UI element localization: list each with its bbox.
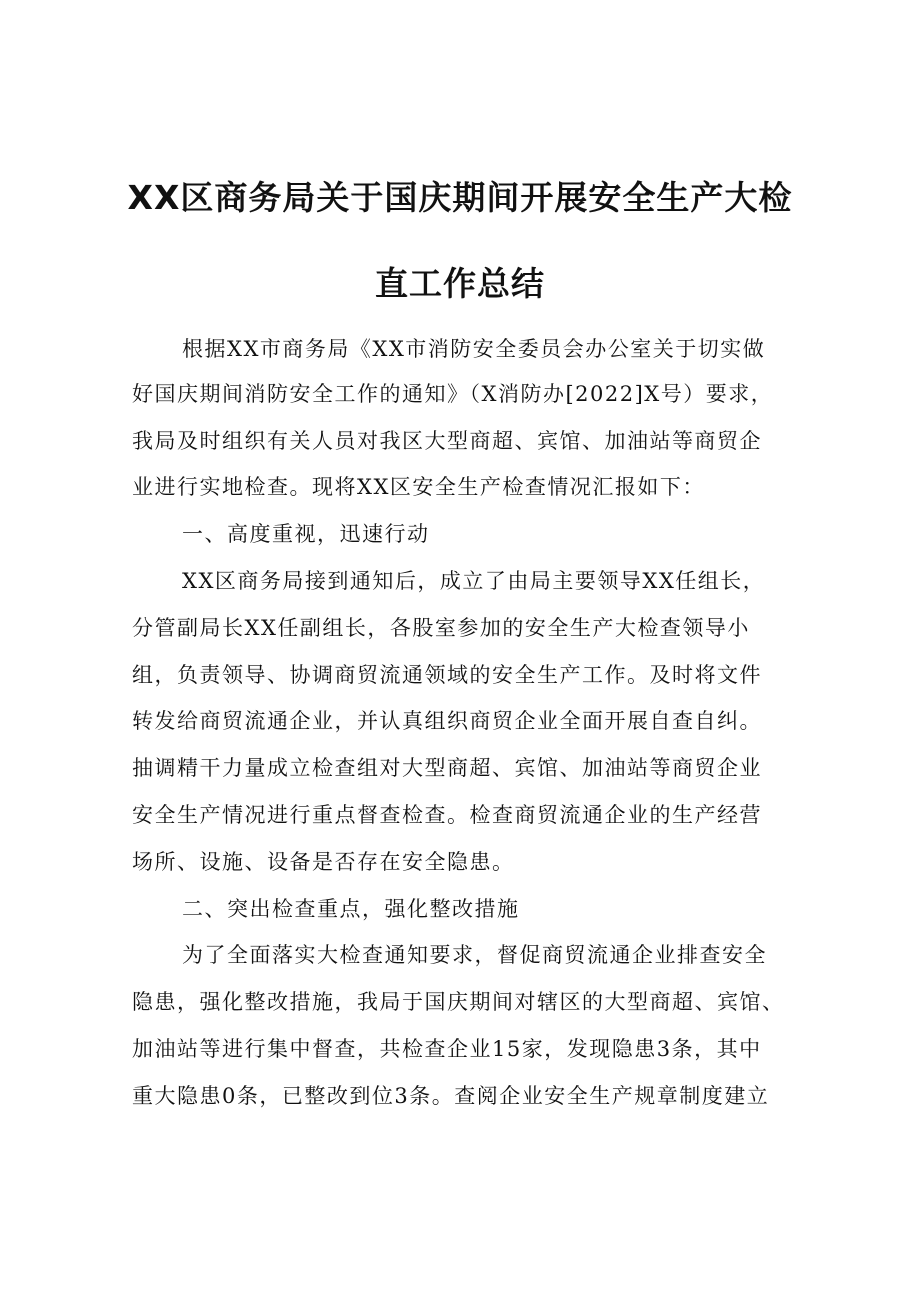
body-line: 根据XX市商务局《XX市消防安全委员会办公室关于切实做 xyxy=(182,337,766,361)
body-line: 重大隐患0条，已整改到位3条。查阅企业安全生产规章制度建立 xyxy=(132,1084,770,1108)
body-line: 转发给商贸流通企业，并认真组织商贸企业全面开展自查自纠。 xyxy=(132,709,762,733)
document-title-line-1: XX区商务局关于国庆期间开展安全生产大检 xyxy=(127,178,793,217)
body-line: 组，负责领导、协调商贸流通领域的安全生产工作。及时将文件 xyxy=(132,663,762,687)
body-line: 加油站等进行集中督查，共检查企业15家，发现隐患3条，其中 xyxy=(132,1037,762,1061)
body-line: 隐患，强化整改措施，我局于国庆期间对辖区的大型商超、宾馆、 xyxy=(132,990,785,1014)
body-line: 业进行实地检查。现将XX区安全生产检查情况汇报如下： xyxy=(132,475,705,499)
section-heading: 二、突出检查重点，强化整改措施 xyxy=(182,897,520,921)
body-line: 为了全面落实大检查通知要求，督促商贸流通企业排查安全 xyxy=(182,943,767,967)
body-line: 场所、设施、设备是否存在安全隐患。 xyxy=(132,850,515,874)
document-title-line-2: 直工作总结 xyxy=(375,264,545,303)
body-line: XX区商务局接到通知后，成立了由局主要领导XX任组长， xyxy=(182,569,766,593)
body-line: 好国庆期间消防安全工作的通知》（X消防办[2022]X号）要求， xyxy=(132,382,774,406)
body-line: 分管副局长XX任副组长，各股室参加的安全生产大检查领导小 xyxy=(132,616,750,640)
body-line: 安全生产情况进行重点督查检查。检查商贸流通企业的生产经营 xyxy=(132,803,762,827)
body-line: 抽调精干力量成立检查组对大型商超、宾馆、加油站等商贸企业 xyxy=(132,756,762,780)
section-heading: 一、高度重视，迅速行动 xyxy=(182,522,430,546)
body-line: 我局及时组织有关人员对我区大型商超、宾馆、加油站等商贸企 xyxy=(132,429,762,453)
